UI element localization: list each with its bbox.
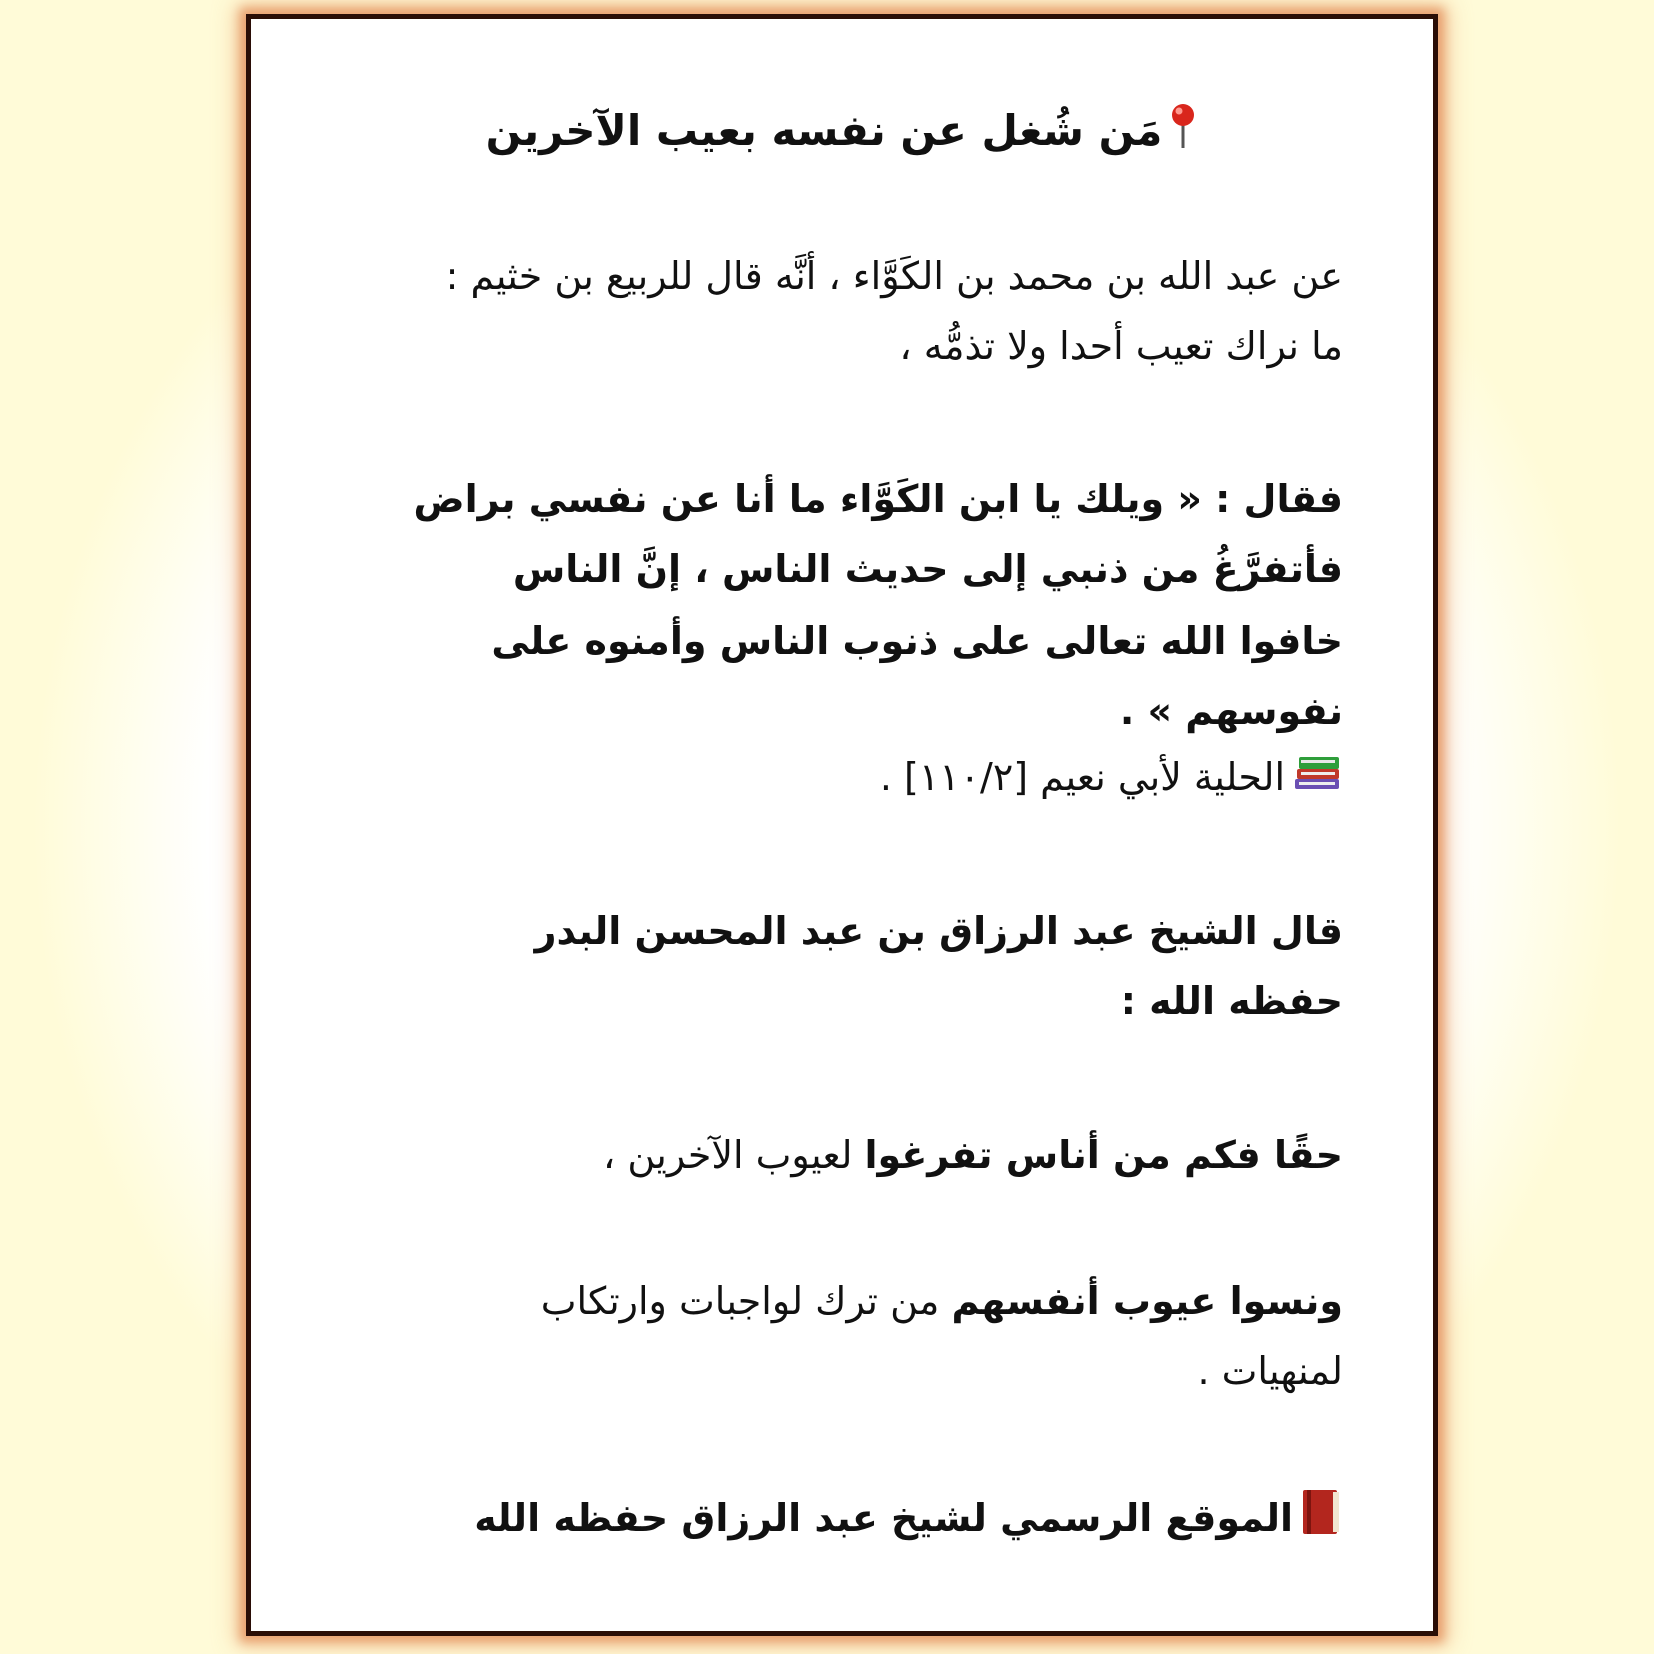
comment-line-1-bold: حقًا فكم من أناس تفرغوا: [864, 1133, 1343, 1177]
reply-line-4: نفوسهم » .: [1119, 689, 1343, 733]
comment-line-2-bold: ونسوا عيوب أنفسهم: [951, 1279, 1343, 1323]
pushpin-icon: [1168, 102, 1198, 166]
reply-line-2: فأتفرَّغُ من ذنبي إلى حديث الناس ، إنَّ الناس: [512, 547, 1343, 591]
sheikh-line-2: حفظه الله :: [1120, 979, 1343, 1023]
footer-text: الموقع الرسمي لشيخ عبد الرزاق حفظه الله: [474, 1496, 1293, 1540]
card-content: [341, 19, 1343, 1631]
sheikh-line-1: قال الشيخ عبد الرزاق بن عبد المحسن البدر: [534, 909, 1343, 953]
comment-line-3: لمنهيات .: [1197, 1349, 1343, 1393]
page-title: مَن شُغل عن نفسه بعيب الآخرين: [485, 106, 1163, 155]
books-icon: [1291, 750, 1343, 810]
reply-line-3: خافوا الله تعالى على ذنوب الناس وأمنوه على: [491, 619, 1343, 663]
reply-line-1: فقال : « ويلك يا ابن الكَوَّاء ما أنا عن نفسي براض: [413, 477, 1343, 521]
source-text: الحلية لأبي نعيم [١١٠/٢] .: [879, 755, 1285, 799]
comment-line-1: [341, 1125, 1343, 1185]
comment-line-2-rest: من ترك لواجبات وارتكاب: [540, 1279, 952, 1323]
comment-line-1-rest: لعيوب الآخرين ،: [603, 1133, 865, 1177]
narration-line-2: ما نراك تعيب أحدا ولا تذمُّه ،: [899, 324, 1343, 368]
page-title-row: [341, 101, 1343, 166]
closed-book-icon: [1299, 1487, 1343, 1554]
text-card: [246, 14, 1438, 1636]
source-row: [341, 747, 1343, 810]
narration-line-1: عن عبد الله بن محمد بن الكَوَّاء ، أنَّه قال للربيع بن خثيم :: [445, 254, 1343, 298]
comment-line-2: [341, 1271, 1343, 1331]
footer-row: [341, 1487, 1343, 1554]
